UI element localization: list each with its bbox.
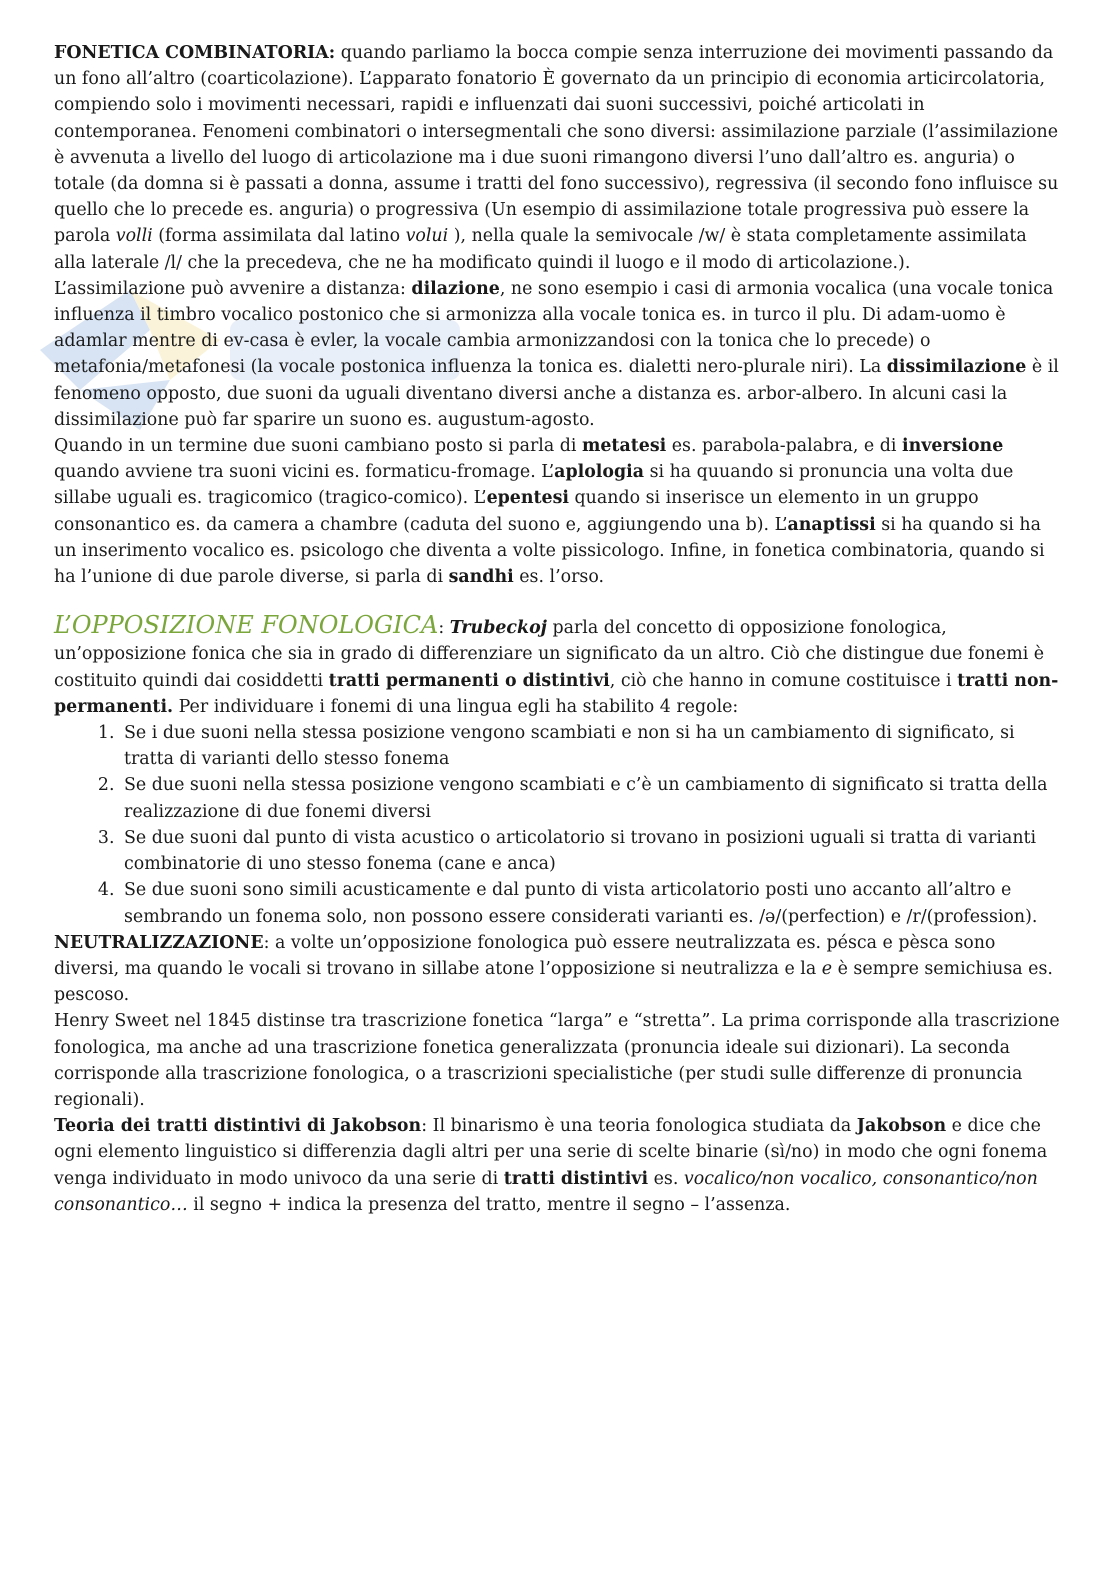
term-metatesi: metatesi	[581, 436, 667, 457]
term-teoria-jakobson: Teoria dei tratti distintivi di Jakobson	[54, 1116, 422, 1137]
rule-item: 1. Se i due suoni nella stessa posizione vengono scambiati e non si ha un cambiamento di significato, si tratta di varianti dello stesso fonema	[120, 720, 1064, 772]
term-inversione: inversione	[901, 436, 1004, 457]
paragraph-assimilazione-distanza: L’assimilazione può avvenire a distanza: dilazione, ne sono esempio i casi di armonia vocalica (una vocale tonica influenza il timbro vocalico postonico che si armonizza alla vocale tonica es. in turco il plu. Di adam-uomo è adamlar mentre di ev-casa è evler, la vocale cambia armonizzandosi con la tonica che lo precede) o metafonia/metafonesi (la vocale postonica influenza la tonica es. dialetti nero-plurale niri). La dissimilazione è il fenomeno opposto, due suoni da uguali diventano diversi anche a distanza es. arbor-albero. In alcuni casi la dissimilazione può far sparire un suono es. augustum-agosto.	[54, 278, 1059, 430]
heading-fonetica-combinatoria: FONETICA COMBINATORIA:	[54, 43, 336, 63]
heading-opposizione-fonologica: L’OPPOSIZIONE FONOLOGICA	[54, 611, 439, 640]
term-sandhi: sandhi	[448, 567, 514, 588]
paragraph-henry-sweet: Henry Sweet nel 1845 distinse tra trascrizione fonetica “larga” e “stretta”. La prima corrisponde alla trascrizione fonologica, ma anche ad una trascrizione fonetica generalizzata (pronuncia ideale sui dizionari). La seconda corrisponde alla trascrizione fonologica, o a trascrizioni specialistiche (per studi sulle differenze di pronuncia regionali).	[54, 1011, 1060, 1110]
term-tratti-distintivi: tratti distintivi	[503, 1168, 649, 1189]
rules-list	[54, 720, 1064, 930]
term-anaptissi: anaptissi	[787, 514, 876, 535]
term-neutralizzazione: NEUTRALIZZAZIONE	[54, 932, 264, 953]
paragraph-neutralizzazione: NEUTRALIZZAZIONE: a volte un’opposizione fonologica può essere neutralizzata es. pésca e pèsca sono diversi, ma quando le vocali si trovano in sillabe atone l’opposizione si neutralizza e la e è sempre semichiusa es. pescoso.	[54, 932, 1053, 1006]
term-epentesi: epentesi	[486, 488, 570, 509]
term-tratti-non-permanenti: tratti non-permanenti.	[54, 670, 1059, 717]
term-tratti-permanenti: tratti permanenti o distintivi	[328, 670, 610, 691]
term-aplologia: aplologia	[554, 462, 645, 483]
document-page	[54, 40, 1064, 1218]
rule-item: 3. Se due suoni dal punto di vista acustico o articolatorio si trovano in posizioni uguali si tratta di varianti combinatorie di uno stesso fonema (cane e anca)	[120, 825, 1064, 877]
author-trubeckoj: Trubeckoj	[449, 618, 547, 639]
term-jakobson: Jakobson	[856, 1116, 947, 1137]
paragraph-opposizione-fonologica: L’OPPOSIZIONE FONOLOGICA: Trubeckoj parla del concetto di opposizione fonologica, un’opposizione fonica che sia in grado di differenziare un significato da un altro. Ciò che distingue due fonemi è costituito quindi dai cosiddetti tratti permanenti o distintivi, ciò che hanno in comune costituisce i tratti non-permanenti. Per individuare i fonemi di una lingua egli ha stabilito 4 regole:	[54, 611, 1059, 717]
paragraph-fonetica-combinatoria: FONETICA COMBINATORIA: quando parliamo la bocca compie senza interruzione dei movimenti passando da un fono all’altro (coarticolazione). L’apparato fonatorio È governato da un principio di economia articircolatoria, compiendo solo i movimenti necessari, rapidi e influenzati dai suoni successivi, poiché articolati in contemporanea. Fenomeni combinatori o intersegmentali che sono diversi: assimilazione parziale (l’assimilazione è avvenuta a livello del luogo di articolazione ma i due suoni rimangono diversi l’uno dall’altro es. anguria) o totale (da domna si è passati a donna, assume i tratti del fono successivo), regressiva (il secondo fono influisce su quello che lo precede es. anguria) o progressiva (Un esempio di assimilazione totale progressiva può essere la parola volli (forma assimilata dal latino volui ), nella quale la semivocale /w/ è stata completamente assimilata alla laterale /l/ che la precedeva, che ne ha modificato quindi il luogo e il modo di articolazione.).	[54, 43, 1059, 273]
term-dilazione: dilazione	[411, 278, 500, 299]
paragraph-jakobson: Teoria dei tratti distintivi di Jakobson: Il binarismo è una teoria fonologica studiata da Jakobson e dice che ogni elemento linguistico si differenzia dagli altri per una serie di scelte binarie (sì/no) in modo che ogni fonema venga individuato in modo univoco da una serie di tratti distintivi es. vocalico/non vocalico, consonantico/non consonantico… il segno + indica la presenza del tratto, mentre il segno – l’assenza.	[54, 1116, 1048, 1215]
term-dissimilazione: dissimilazione	[886, 357, 1027, 378]
paragraph-metatesi: Quando in un termine due suoni cambiano posto si parla di metatesi es. parabola-palabra, e di inversione quando avviene tra suoni vicini es. formaticu-fromage. L’aplologia si ha quuando si pronuncia una volta due sillabe uguali es. tragicomico (tragico-comico). L’epentesi quando si inserisce un elemento in un gruppo consonantico es. da camera a chambre (caduta del suono e, aggiungendo una b). L’anaptissi si ha quando si ha un inserimento vocalico es. psicologo che diventa a volte pissicologo. Infine, in fonetica combinatoria, quando si ha l’unione di due parole diverse, si parla di sandhi es. l’orso.	[54, 436, 1045, 588]
rule-item: 2. Se due suoni nella stessa posizione vengono scambiati e c’è un cambiamento di significato si tratta della realizzazione di due fonemi diversi	[120, 772, 1064, 824]
rule-item: 4. Se due suoni sono simili acusticamente e dal punto di vista articolatorio posti uno accanto all’altro e sembrando un fonema solo, non possono essere considerati varianti es. /ə/(perfection) e /r/(profession).	[120, 877, 1064, 929]
